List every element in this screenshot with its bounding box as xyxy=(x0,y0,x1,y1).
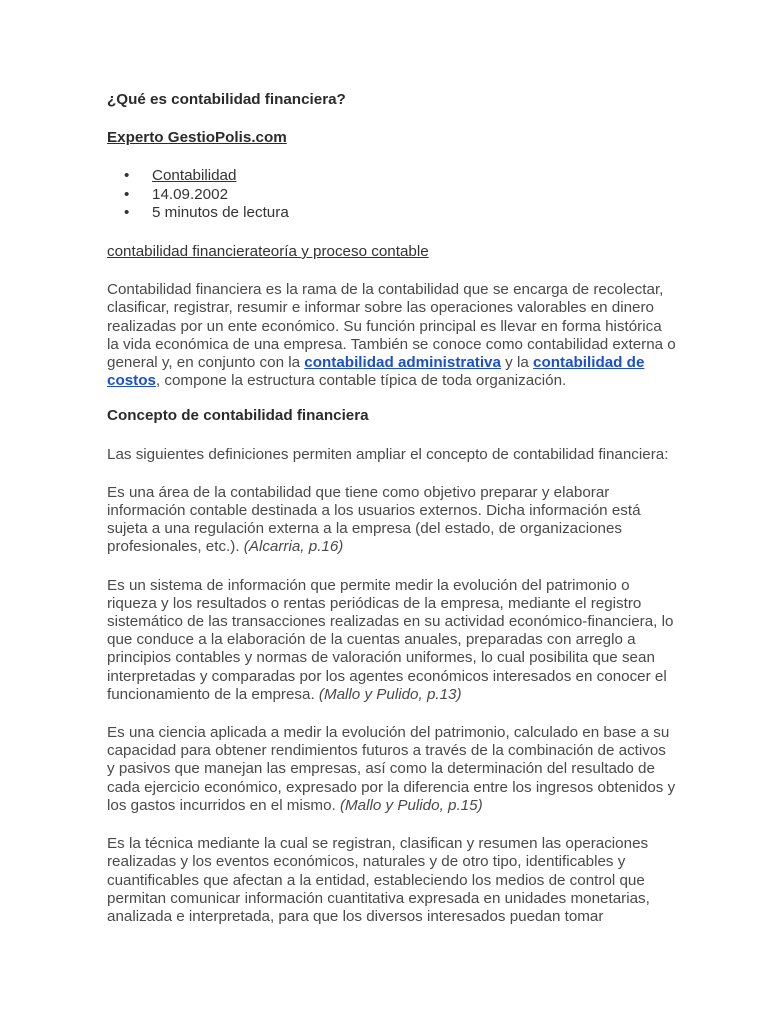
definition-text: Es una área de la contabilidad que tiene como objetivo preparar y elaborar información contable destinada a los usuarios externos. Dicha información está sujeta a una regulación externa a la empresa (del estado, de organizaciones profesionales, etc.). xyxy=(107,483,641,556)
meta-reading-time: • 5 minutos de lectura xyxy=(107,204,677,222)
article-meta-list xyxy=(107,167,677,222)
section-intro: Las siguientes definiciones permiten ampliar el concepto de contabilidad financiera: xyxy=(107,445,669,463)
meta-category[interactable] xyxy=(107,167,677,185)
definition-paragraph xyxy=(107,484,677,557)
category-link[interactable]: Contabilidad xyxy=(152,167,237,185)
intro-text-after: , compone la estructura contable típica de toda organización. xyxy=(155,372,567,390)
link-contabilidad-administrativa[interactable]: contabilidad administrativa xyxy=(304,354,501,372)
definition-paragraph xyxy=(107,577,677,704)
article xyxy=(107,91,677,926)
intro-text-mid: y la xyxy=(500,354,534,372)
definition-citation: (Alcarria, p.16) xyxy=(243,538,344,556)
meta-date: • 14.09.2002 xyxy=(107,186,677,204)
definition-paragraph xyxy=(107,835,677,926)
definition-text: Es la técnica mediante la cual se registran, clasifican y resumen las operaciones realizadas y los eventos económicos, naturales y de otro tipo, identificables y cuantificables que afectan a la entidad, estableciendo los medios de control que permitan comunicar información cuantitativa expresada en unidades monetarias, analizada e interpretada, para que los diversos interesados puedan tomar xyxy=(107,835,650,925)
definition-citation: (Mallo y Pulido, p.13) xyxy=(318,685,462,703)
article-tags[interactable]: contabilidad financierateoría y proceso contable xyxy=(107,243,429,261)
section-heading: Concepto de contabilidad financiera xyxy=(107,407,369,425)
definition-paragraph xyxy=(107,724,677,815)
intro-text-before: Contabilidad financiera es la rama de la contabilidad que se encarga de recolectar, clasificar, registrar, resumir e informar sobre las operaciones valorables en dinero realizadas por un ente económico. Su función principal es llevar en forma histórica la vida económica de una empresa. También se conoce como contabilidad externa o general y, en conjunto con la xyxy=(107,281,676,372)
article-title: ¿Qué es contabilidad financiera? xyxy=(107,91,346,108)
definition-text: Es una ciencia aplicada a medir la evolución del patrimonio, calculado en base a su capacidad para obtener rendimientos futuros a través de la combinación de activos y pasivos que manejan las empresas, así como la determinación del resultado de cada ejercicio económico, expresado por la diferencia entre los ingresos obtenidos y los gastos incurridos en el mismo. xyxy=(107,724,676,814)
definition-citation: (Mallo y Pulido, p.15) xyxy=(339,796,483,814)
definition-text: Es un sistema de información que permite medir la evolución del patrimonio o riqueza y los resultados o rentas periódicas de la empresa, mediante el registro sistemático de las transacciones realizadas en su actividad económico-financiera, lo que conduce a la elaboración de la cuentas anuales, preparadas con arreglo a principios contables y normas de valoración uniformes, lo cual posibilita que sean interpretadas y comparadas por los agentes económicos interesados en conocer el funcionamiento de la empresa. xyxy=(107,576,674,703)
intro-paragraph xyxy=(107,281,677,390)
link-contabilidad-de-costos[interactable]: contabilidad de costos xyxy=(107,354,645,390)
author-link[interactable]: Experto GestioPolis.com xyxy=(107,129,287,147)
